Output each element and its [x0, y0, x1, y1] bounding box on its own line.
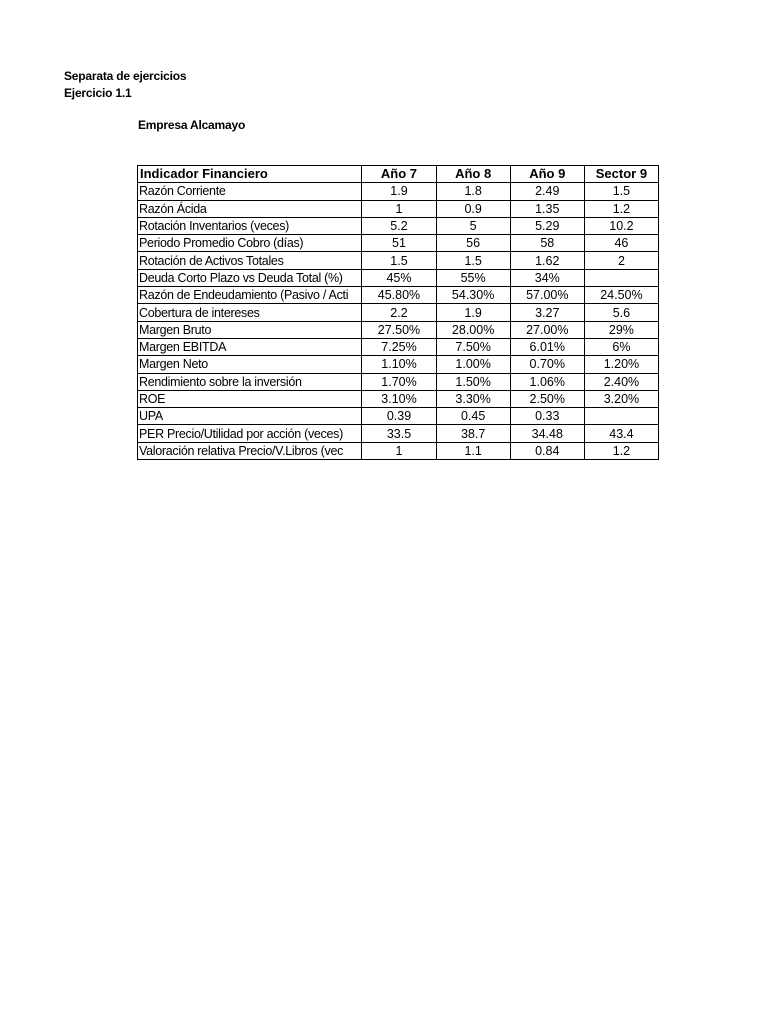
- sector-9-cell: 6%: [584, 338, 658, 355]
- table-row: [138, 356, 659, 373]
- year-9-cell: 2.50%: [510, 390, 584, 407]
- table-row: [138, 338, 659, 355]
- table-row: [138, 217, 659, 234]
- year-7-cell: 1.9: [362, 183, 436, 200]
- year-9-cell: 0.33: [510, 408, 584, 425]
- year-7-cell: 27.50%: [362, 321, 436, 338]
- year-7-cell: 7.25%: [362, 338, 436, 355]
- year-9-cell: 1.06%: [510, 373, 584, 390]
- table-row: [138, 183, 659, 200]
- indicator-cell: ROE: [138, 390, 362, 407]
- sector-9-cell: 24.50%: [584, 287, 658, 304]
- indicator-cell: Rotación de Activos Totales: [138, 252, 362, 269]
- table-row: [138, 373, 659, 390]
- year-8-cell: 1.9: [436, 304, 510, 321]
- sector-9-cell: 46: [584, 235, 658, 252]
- table-row: [138, 287, 659, 304]
- year-7-cell: 1: [362, 442, 436, 459]
- table-row: [138, 269, 659, 286]
- year-8-cell: 0.9: [436, 200, 510, 217]
- sector-9-cell: 29%: [584, 321, 658, 338]
- year-7-cell: 1.5: [362, 252, 436, 269]
- indicator-cell: Razón Ácida: [138, 200, 362, 217]
- year-8-cell: 5: [436, 217, 510, 234]
- sector-9-cell: [584, 269, 658, 286]
- table-row: [138, 252, 659, 269]
- indicator-cell: Razón Corriente: [138, 183, 362, 200]
- year-8-cell: 28.00%: [436, 321, 510, 338]
- indicator-cell: Deuda Corto Plazo vs Deuda Total (%): [138, 269, 362, 286]
- table-row: [138, 425, 659, 442]
- year-8-cell: 1.50%: [436, 373, 510, 390]
- table-body: [138, 183, 659, 460]
- table-row: [138, 442, 659, 459]
- year-7-cell: 0.39: [362, 408, 436, 425]
- sector-9-cell: 1.2: [584, 200, 658, 217]
- indicator-cell: Cobertura de intereses: [138, 304, 362, 321]
- year-8-cell: 56: [436, 235, 510, 252]
- exercise-label: Ejercicio 1.1: [64, 86, 132, 100]
- financial-indicators-table: [137, 165, 659, 460]
- table-row: [138, 390, 659, 407]
- sector-9-cell: 2: [584, 252, 658, 269]
- indicator-cell: Margen Neto: [138, 356, 362, 373]
- year-8-cell: 1.1: [436, 442, 510, 459]
- sector-9-cell: 5.6: [584, 304, 658, 321]
- year-7-cell: 1: [362, 200, 436, 217]
- sector-9-cell: 1.5: [584, 183, 658, 200]
- column-header-year-9: Año 9: [510, 166, 584, 183]
- year-9-cell: 2.49: [510, 183, 584, 200]
- year-7-cell: 51: [362, 235, 436, 252]
- year-9-cell: 5.29: [510, 217, 584, 234]
- indicator-cell: Valoración relativa Precio/V.Libros (vec: [138, 442, 362, 459]
- year-7-cell: 33.5: [362, 425, 436, 442]
- year-8-cell: 38.7: [436, 425, 510, 442]
- indicator-cell: Rendimiento sobre la inversión: [138, 373, 362, 390]
- table-row: [138, 408, 659, 425]
- year-8-cell: 54.30%: [436, 287, 510, 304]
- year-8-cell: 3.30%: [436, 390, 510, 407]
- document-header: [64, 68, 186, 102]
- year-7-cell: 5.2: [362, 217, 436, 234]
- year-8-cell: 55%: [436, 269, 510, 286]
- year-8-cell: 7.50%: [436, 338, 510, 355]
- year-7-cell: 1.70%: [362, 373, 436, 390]
- indicator-cell: PER Precio/Utilidad por acción (veces): [138, 425, 362, 442]
- year-8-cell: 1.5: [436, 252, 510, 269]
- year-8-cell: 1.00%: [436, 356, 510, 373]
- year-9-cell: 1.35: [510, 200, 584, 217]
- sector-9-cell: 1.2: [584, 442, 658, 459]
- table-header: [138, 166, 659, 183]
- year-7-cell: 2.2: [362, 304, 436, 321]
- year-7-cell: 45.80%: [362, 287, 436, 304]
- table-row: [138, 200, 659, 217]
- sector-9-cell: 1.20%: [584, 356, 658, 373]
- year-9-cell: 34.48: [510, 425, 584, 442]
- column-header-year-8: Año 8: [436, 166, 510, 183]
- indicator-cell: Razón de Endeudamiento (Pasivo / Acti: [138, 287, 362, 304]
- sector-9-cell: [584, 408, 658, 425]
- year-7-cell: 45%: [362, 269, 436, 286]
- table-row: [138, 304, 659, 321]
- year-9-cell: 0.70%: [510, 356, 584, 373]
- year-9-cell: 57.00%: [510, 287, 584, 304]
- year-8-cell: 1.8: [436, 183, 510, 200]
- year-9-cell: 6.01%: [510, 338, 584, 355]
- indicator-cell: Margen Bruto: [138, 321, 362, 338]
- column-header-year-7: Año 7: [362, 166, 436, 183]
- year-9-cell: 34%: [510, 269, 584, 286]
- sector-9-cell: 10.2: [584, 217, 658, 234]
- year-9-cell: 27.00%: [510, 321, 584, 338]
- column-header-indicator: Indicador Financiero: [138, 166, 362, 183]
- year-9-cell: 58: [510, 235, 584, 252]
- sector-9-cell: 43.4: [584, 425, 658, 442]
- table-row: [138, 235, 659, 252]
- indicator-cell: Margen EBITDA: [138, 338, 362, 355]
- company-name: Empresa Alcamayo: [138, 118, 246, 132]
- document-title: Separata de ejercicios: [64, 69, 187, 83]
- sector-9-cell: 3.20%: [584, 390, 658, 407]
- year-7-cell: 3.10%: [362, 390, 436, 407]
- year-9-cell: 1.62: [510, 252, 584, 269]
- year-9-cell: 3.27: [510, 304, 584, 321]
- sector-9-cell: 2.40%: [584, 373, 658, 390]
- table-row: [138, 321, 659, 338]
- year-7-cell: 1.10%: [362, 356, 436, 373]
- year-9-cell: 0.84: [510, 442, 584, 459]
- indicator-cell: Rotación Inventarios (veces): [138, 217, 362, 234]
- indicator-cell: Periodo Promedio Cobro (días): [138, 235, 362, 252]
- header-row: [138, 166, 659, 183]
- year-8-cell: 0.45: [436, 408, 510, 425]
- indicator-cell: UPA: [138, 408, 362, 425]
- column-header-sector-9: Sector 9: [584, 166, 658, 183]
